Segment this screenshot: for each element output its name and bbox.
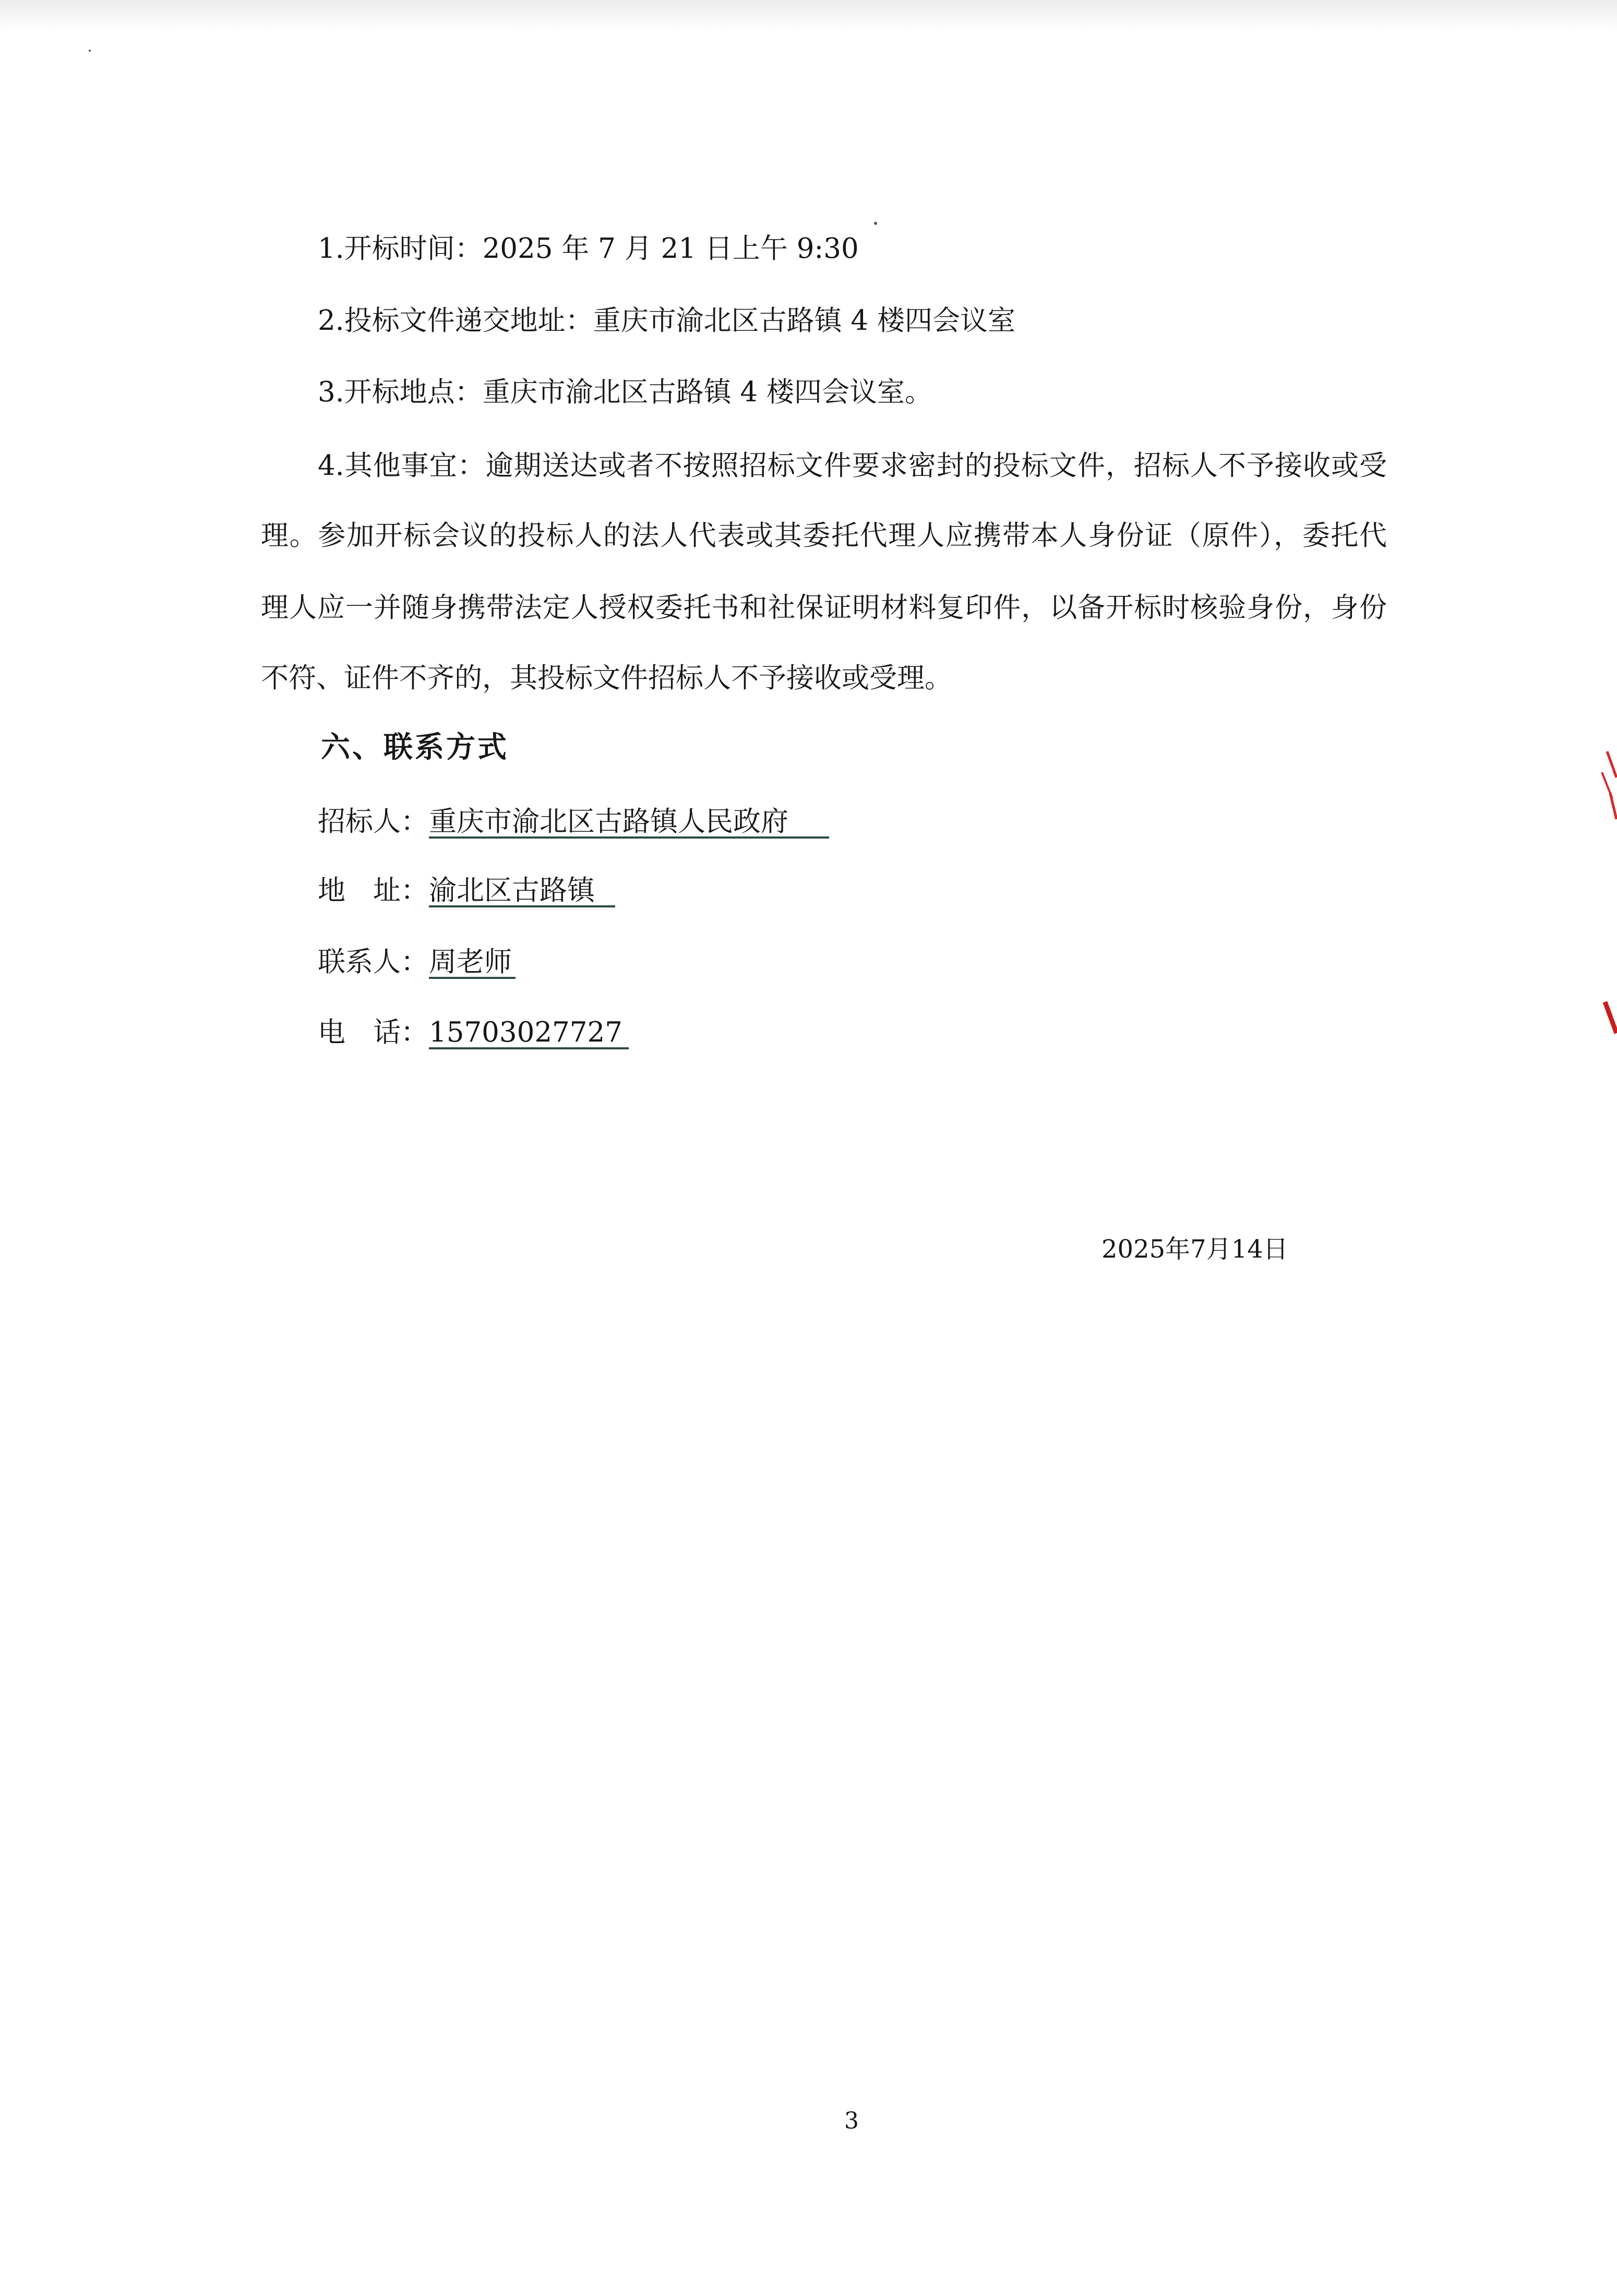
contact-person-row bbox=[318, 947, 516, 978]
phone-value: 15703027727 bbox=[429, 1018, 629, 1049]
paragraph-line: 4.其他事宜：逾期送达或者不按照招标文件要求密封的投标文件，招标人不予接收或受 bbox=[318, 450, 1387, 482]
opening-location: 3.开标地点：重庆市渝北区古路镇 4 楼四会议室。 bbox=[318, 376, 932, 408]
phone-label: 电 话： bbox=[318, 1017, 428, 1048]
scan-speck bbox=[89, 50, 91, 52]
contact-person-value: 周老师 bbox=[429, 948, 516, 979]
scan-edge-shading bbox=[0, 0, 1617, 31]
seal-fragment bbox=[1586, 741, 1617, 1054]
paragraph-line: 不符、证件不齐的，其投标文件招标人不予接收或受理。 bbox=[261, 662, 952, 694]
paragraph-line: 理人应一并随身携带法定人授权委托书和社保证明材料复印件，以备开标时核验身份，身份 bbox=[261, 592, 1387, 624]
address-value: 渝北区古路镇 bbox=[429, 876, 615, 907]
contact-heading: 六、联系方式 bbox=[321, 730, 509, 764]
document-date: 2025年7月14日 bbox=[1101, 1235, 1288, 1264]
address-label: 地 址： bbox=[318, 875, 428, 906]
scan-speck bbox=[874, 222, 877, 225]
page-number: 3 bbox=[844, 2108, 859, 2134]
contact-person-label: 联系人： bbox=[318, 946, 428, 978]
submission-address: 2.投标文件递交地址：重庆市渝北区古路镇 4 楼四会议室 bbox=[318, 305, 1015, 337]
contact-address-row bbox=[318, 875, 615, 906]
tenderer-value: 重庆市渝北区古路镇人民政府 bbox=[429, 807, 829, 839]
opening-time: 1.开标时间：2025 年 7 月 21 日上午 9:30 bbox=[318, 233, 859, 265]
paragraph-line: 理。参加开标会议的投标人的法人代表或其委托代理人应携带本人身份证（原件），委托代 bbox=[261, 520, 1387, 552]
contact-phone-row bbox=[318, 1017, 629, 1048]
tenderer-label: 招标人： bbox=[318, 806, 428, 838]
contact-tenderer-row bbox=[318, 806, 829, 838]
